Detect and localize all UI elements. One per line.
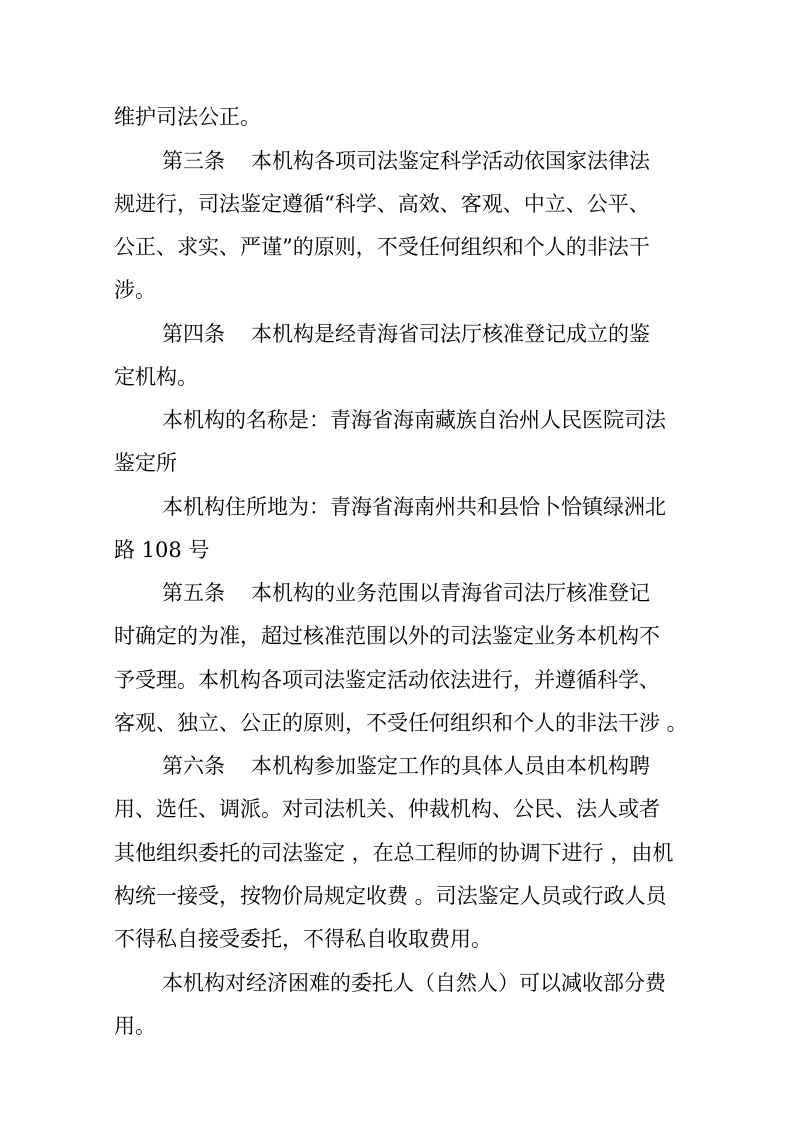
paragraph-line <box>0 493 794 521</box>
paragraph-line <box>0 536 794 564</box>
line-text: 涉。 <box>114 278 156 302</box>
line-text: 定机构。 <box>114 365 198 389</box>
paragraph-line <box>0 276 794 304</box>
paragraph-line <box>0 709 794 737</box>
line-text: 本机构各项司法鉴定科学活动依国家法律法 <box>251 149 650 173</box>
line-text: 予受理。本机构各项司法鉴定活动依法进行，并遵循科学、 <box>114 668 660 692</box>
article-5-heading-line <box>0 579 794 607</box>
line-text: 规进行，司法鉴定遵循“科学、高效、客观、中立、公平、 <box>114 192 650 216</box>
paragraph-line <box>0 839 794 867</box>
paragraph-line <box>0 190 794 218</box>
paragraph-line <box>0 795 794 823</box>
paragraph-line <box>0 666 794 694</box>
line-text: 本机构住所地为：青海省海南州共和县恰卜恰镇绿洲北 <box>162 495 666 519</box>
article-number: 第六条 <box>162 754 225 778</box>
article-6-heading-line <box>0 752 794 780</box>
line-text: 其他组织委托的司法鉴定 ，在总工程师的协调下进行 ，由机 <box>114 841 674 865</box>
line-text: 本机构对经济困难的委托人（自然人）可以减收部分费 <box>162 971 666 995</box>
paragraph-line <box>0 969 794 997</box>
paragraph-line <box>0 925 794 953</box>
line-text: 鉴定所 <box>114 451 177 475</box>
paragraph-line <box>0 622 794 650</box>
article-number: 第四条 <box>162 322 225 346</box>
line-text: 构统一接受，按物价局规定收费 。司法鉴定人员或行政人员 <box>114 884 667 908</box>
paragraph-line <box>0 363 794 391</box>
paragraph-line <box>0 1012 794 1040</box>
line-text: 用、选任、调派。对司法机关、仲裁机构、公民、法人或者 <box>114 797 660 821</box>
line-text: 本机构参加鉴定工作的具体人员由本机构聘 <box>251 754 650 778</box>
paragraph-line <box>0 406 794 434</box>
line-text: 客观、独立、公正的原则，不受任何组织和个人的非法干涉 。 <box>114 711 688 735</box>
paragraph-line <box>0 882 794 910</box>
line-text: 用。 <box>114 1014 156 1038</box>
paragraph-line <box>0 233 794 261</box>
line-text: 本机构是经青海省司法厅核准登记成立的鉴 <box>251 322 650 346</box>
article-number: 第五条 <box>162 581 225 605</box>
line-text: 本机构的业务范围以青海省司法厅核准登记 <box>251 581 650 605</box>
line-text: 公正、求实、严谨”的原则，不受任何组织和个人的非法干 <box>114 235 650 259</box>
line-text: 路 108 号 <box>114 538 210 562</box>
article-3-heading-line <box>0 147 794 175</box>
paragraph-line <box>0 103 794 131</box>
article-4-heading-line <box>0 320 794 348</box>
line-text: 维护司法公正。 <box>114 105 261 129</box>
paragraph-line <box>0 449 794 477</box>
line-text: 不得私自接受委托，不得私自收取费用。 <box>114 927 492 951</box>
article-number: 第三条 <box>162 149 225 173</box>
line-text: 本机构的名称是：青海省海南藏族自治州人民医院司法 <box>162 408 666 432</box>
line-text: 时确定的为准，超过核准范围以外的司法鉴定业务本机构不 <box>114 624 660 648</box>
